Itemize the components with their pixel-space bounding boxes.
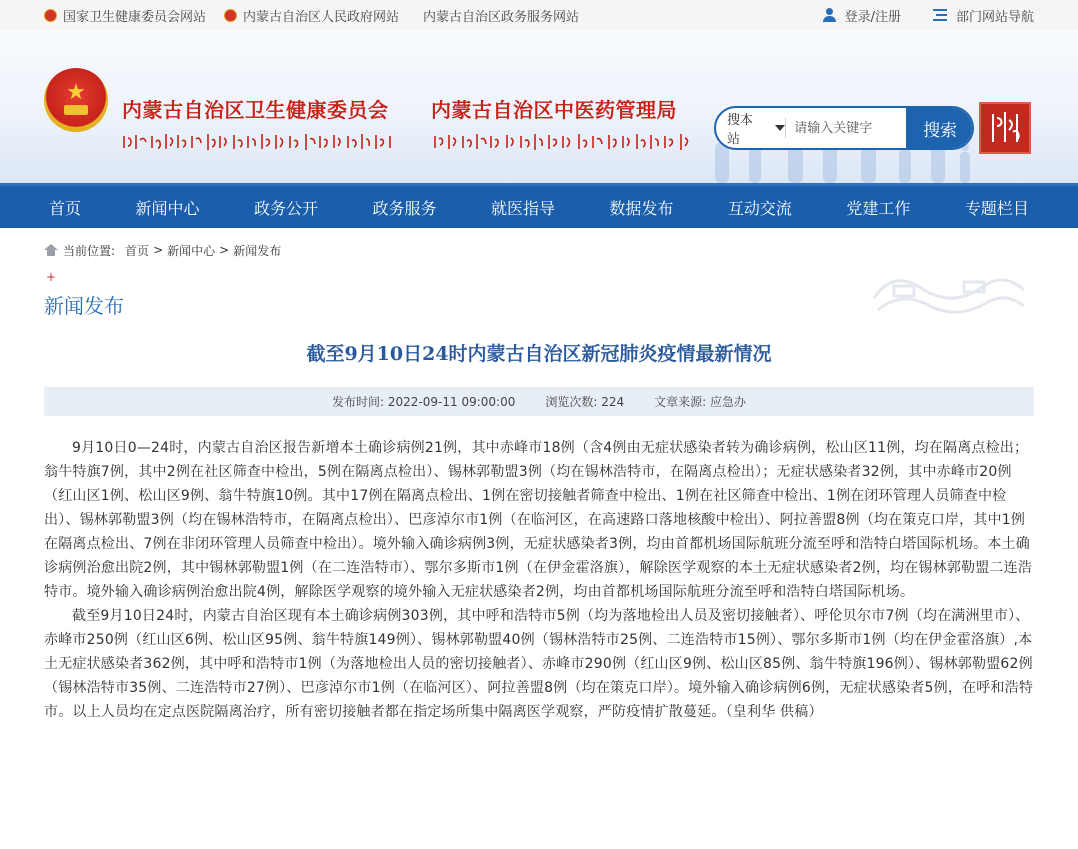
link-nmg-gov-label: 内蒙古自治区人民政府网站 [243,9,400,25]
section-title: 新闻发布 [44,294,124,318]
article-paragraph: 截至9月10日24时，内蒙古自治区现有本土确诊病例303例，其中呼和浩特市5例（均为落地检出人员及密切接触者）、呼伦贝尔市7例（均在满洲里市）、赤峰市250例（红山区6例、松山区95例、翁牛特旗149例）、锡林郭勒盟40例（锡林浩特市25例、二连浩特市15例）、鄂尔多斯市1例（均在伊金霍洛旗）,本土无症状感染者362例，其中呼和浩特市1例（为落地检出人员的密切接触者）、赤峰市290例（红山区9例、松山区85例、翁牛特旗196例）、锡林郭勒盟62例（锡林浩特市35例、二连浩特市27例）、巴彦淖尔市1例（在临河区）、阿拉善盟8例（均在策克口岸）。境外输入确诊病例6例，无症状感染者5例，在呼和浩特市。以上人员均在定点医院隔离治疗，所有密切接触者都在指定场所集中隔离医学观察，严防疫情扩散蔓延。（皇利华 供稿） [44,607,1034,720]
breadcrumb-separator: > [153,243,164,257]
link-nmg-gov[interactable] [224,6,399,25]
top-utility-bar [0,0,1078,30]
article-meta [44,387,1034,416]
link-nhc-label: 国家卫生健康委员会网站 [63,9,207,25]
nav-gov-services[interactable]: 政务服务 [372,198,437,218]
mongolian-seal-logo [979,102,1031,154]
search-scope-select[interactable] [716,109,785,147]
national-emblem-icon [224,9,237,22]
publish-time: 发布时间: 2022-09-11 09:00:00 [332,394,516,409]
nav-news-center[interactable]: 新闻中心 [135,198,200,218]
breadcrumb-news-center[interactable]: 新闻中心 [167,243,216,258]
nav-interaction[interactable]: 互动交流 [727,198,792,218]
nav-special-topics[interactable]: 专题栏目 [964,198,1029,218]
dept-nav-link[interactable] [933,6,1034,25]
nav-medical-guide[interactable]: 就医指导 [490,198,555,218]
site-search [714,106,974,150]
view-count: 浏览次数: 224 [545,394,625,409]
national-emblem-logo[interactable] [44,68,108,132]
article-source: 文章来源: 应急办 [654,394,746,409]
link-nhc[interactable] [44,6,206,25]
nav-gov-affairs[interactable]: 政务公开 [253,198,318,218]
article-title: 截至9月10日24时内蒙古自治区新冠肺炎疫情最新情况 [306,343,772,365]
content-area [44,228,1034,724]
search-scope-label: 搜本站 [727,113,754,147]
link-nmg-service[interactable] [423,6,579,25]
search-button[interactable]: 搜索 [906,106,974,150]
article-paragraph: 9月10日0—24时，内蒙古自治区报告新增本土确诊病例21例，其中赤峰市18例（含4例由无症状感染者转为确诊病例，松山区11例，均在隔离点检出；翁牛特旗7例，其中2例在社区筛查中检出，5例在隔离点检出）、锡林郭勒盟3例（均在锡林浩特市，在隔离点检出）；无症状感染者32例，其中赤峰市20例（红山区1例、松山区9例、翁牛特旗10例。其中17例在隔离点检出、1例在密切接触者筛查中检出、1例在社区筛查中检出、1例在闭环管理人员筛查中检出）、锡林郭勒盟3例（均在锡林浩特市，在隔离点检出）、巴彦淖尔市1例（在临河区，在高速路口落地核酸中检出）、阿拉善盟8例（均在策克口岸，其中1例在隔离点检出、7例在非闭环管理人员筛查中检出）。境外输入确诊病例3例，无症状感染者3例，均由首都机场国际航班分流至呼和浩特白塔国际机场。本土确诊病例治愈出院2例，其中锡林郭勒盟1例（在二连浩特市）、鄂尔多斯市1例（在伊金霍洛旗），解除医学观察的本土无症状感染者2例，均在锡林郭勒盟二连浩特市。境外输入确诊病例治愈出院4例，解除医学观察的境外输入无症状感染者2例，均由首都机场国际航班分流至呼和浩特白塔国际机场。 [44,439,1033,600]
emblem-star-icon: ★ [66,80,86,105]
site-title-tcm-bureau: 内蒙古自治区中医药管理局 [431,98,677,122]
breadcrumb-label: 当前位置: [63,243,116,258]
nav-home[interactable]: 首页 [49,198,82,218]
site-header [0,30,1078,183]
breadcrumb-home[interactable]: 首页 [125,243,150,258]
cloud-pattern-decoration [864,268,1034,320]
national-emblem-icon [44,9,57,22]
link-nmg-service-label: 内蒙古自治区政务服务网站 [423,9,580,25]
top-right-links [791,6,1034,25]
emblem-gate-shape [64,105,88,115]
menu-icon [933,9,947,21]
dept-nav-label: 部门网站导航 [955,9,1034,25]
breadcrumb-separator: > [219,243,230,257]
search-input[interactable] [786,121,906,136]
login-label: 登录/注册 [844,9,901,25]
plus-marker-icon: + [46,270,57,284]
user-icon [823,8,837,22]
section-header [44,272,1034,332]
breadcrumb-news-release[interactable]: 新闻发布 [233,243,282,258]
chevron-down-icon [775,125,785,131]
article-body [44,436,1034,724]
login-link[interactable] [823,6,901,25]
seal-script-icon [985,108,1025,148]
home-icon [44,244,57,256]
nav-data-release[interactable]: 数据发布 [609,198,674,218]
breadcrumb [44,228,1034,272]
nav-party-building[interactable]: 党建工作 [846,198,911,218]
site-title-health-commission: 内蒙古自治区卫生健康委员会 [122,98,389,122]
main-nav [0,183,1078,228]
mongolian-script-title-left [122,132,402,152]
mongolian-script-title-right [433,132,695,152]
